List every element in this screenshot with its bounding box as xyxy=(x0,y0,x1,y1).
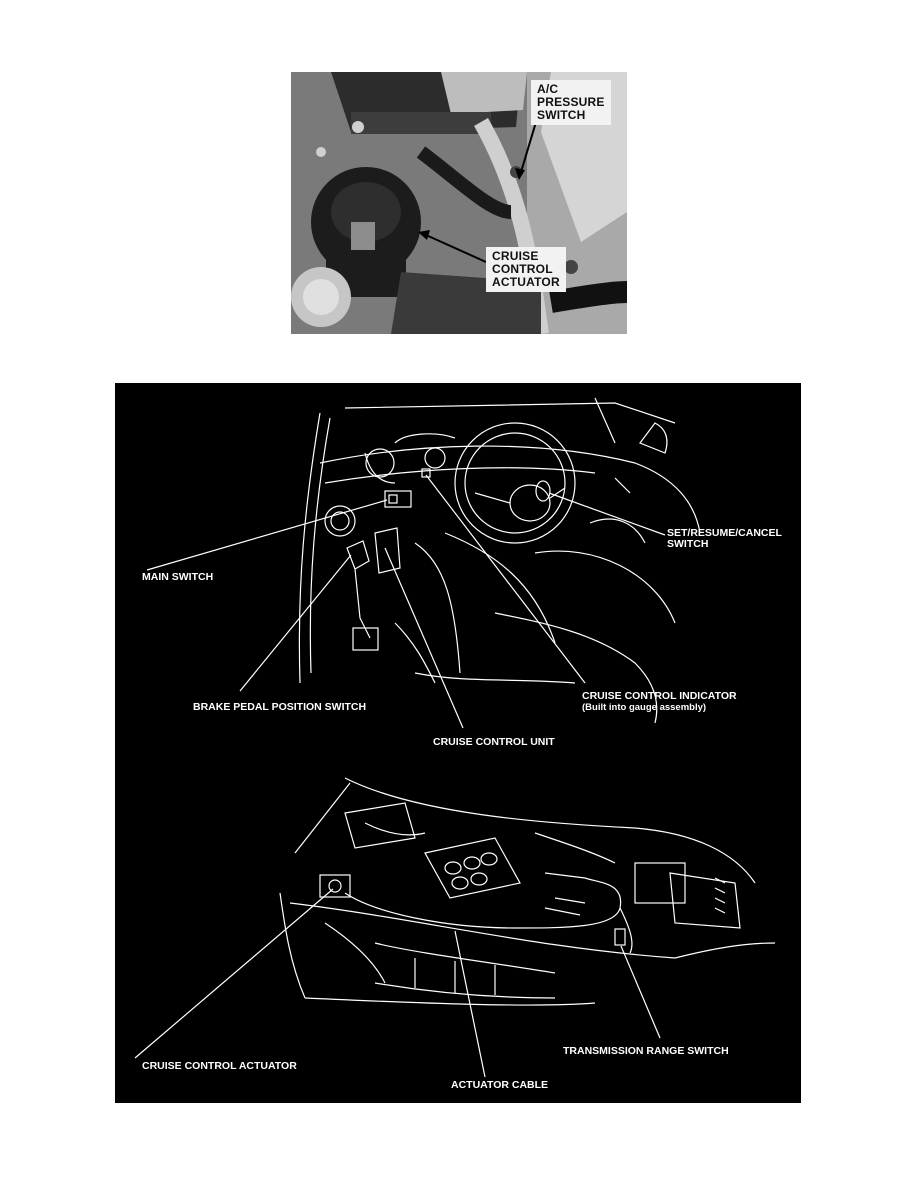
label-actuator-cable: ACTUATOR CABLE xyxy=(451,1079,549,1091)
engine-bay-photo xyxy=(291,72,627,334)
label-cruise-control-indicator-note: (Built into gauge assembly) xyxy=(582,702,707,713)
engine-view-drawing xyxy=(135,778,775,1077)
label-cruise-control-actuator: CRUISE CONTROL ACTUATOR xyxy=(142,1060,297,1072)
cruise-control-actuator-callout: CRUISE CONTROL ACTUATOR xyxy=(486,247,566,292)
label-main-switch: MAIN SWITCH xyxy=(142,571,214,583)
label-transmission-range-switch: TRANSMISSION RANGE SWITCH xyxy=(563,1045,729,1057)
label-cruise-control-indicator-title: CRUISE CONTROL INDICATOR xyxy=(582,690,737,702)
label-brake-pedal-position-switch: BRAKE PEDAL POSITION SWITCH xyxy=(193,701,367,713)
label-cruise-control-indicator xyxy=(582,691,737,713)
label-cruise-control-unit: CRUISE CONTROL UNIT xyxy=(433,736,555,748)
interior-view-drawing xyxy=(147,398,700,728)
label-set-resume-cancel-switch: SET/RESUME/CANCEL SWITCH xyxy=(667,527,782,550)
ac-pressure-switch-callout: A/C PRESSURE SWITCH xyxy=(531,80,611,125)
component-location-diagram xyxy=(115,383,801,1103)
